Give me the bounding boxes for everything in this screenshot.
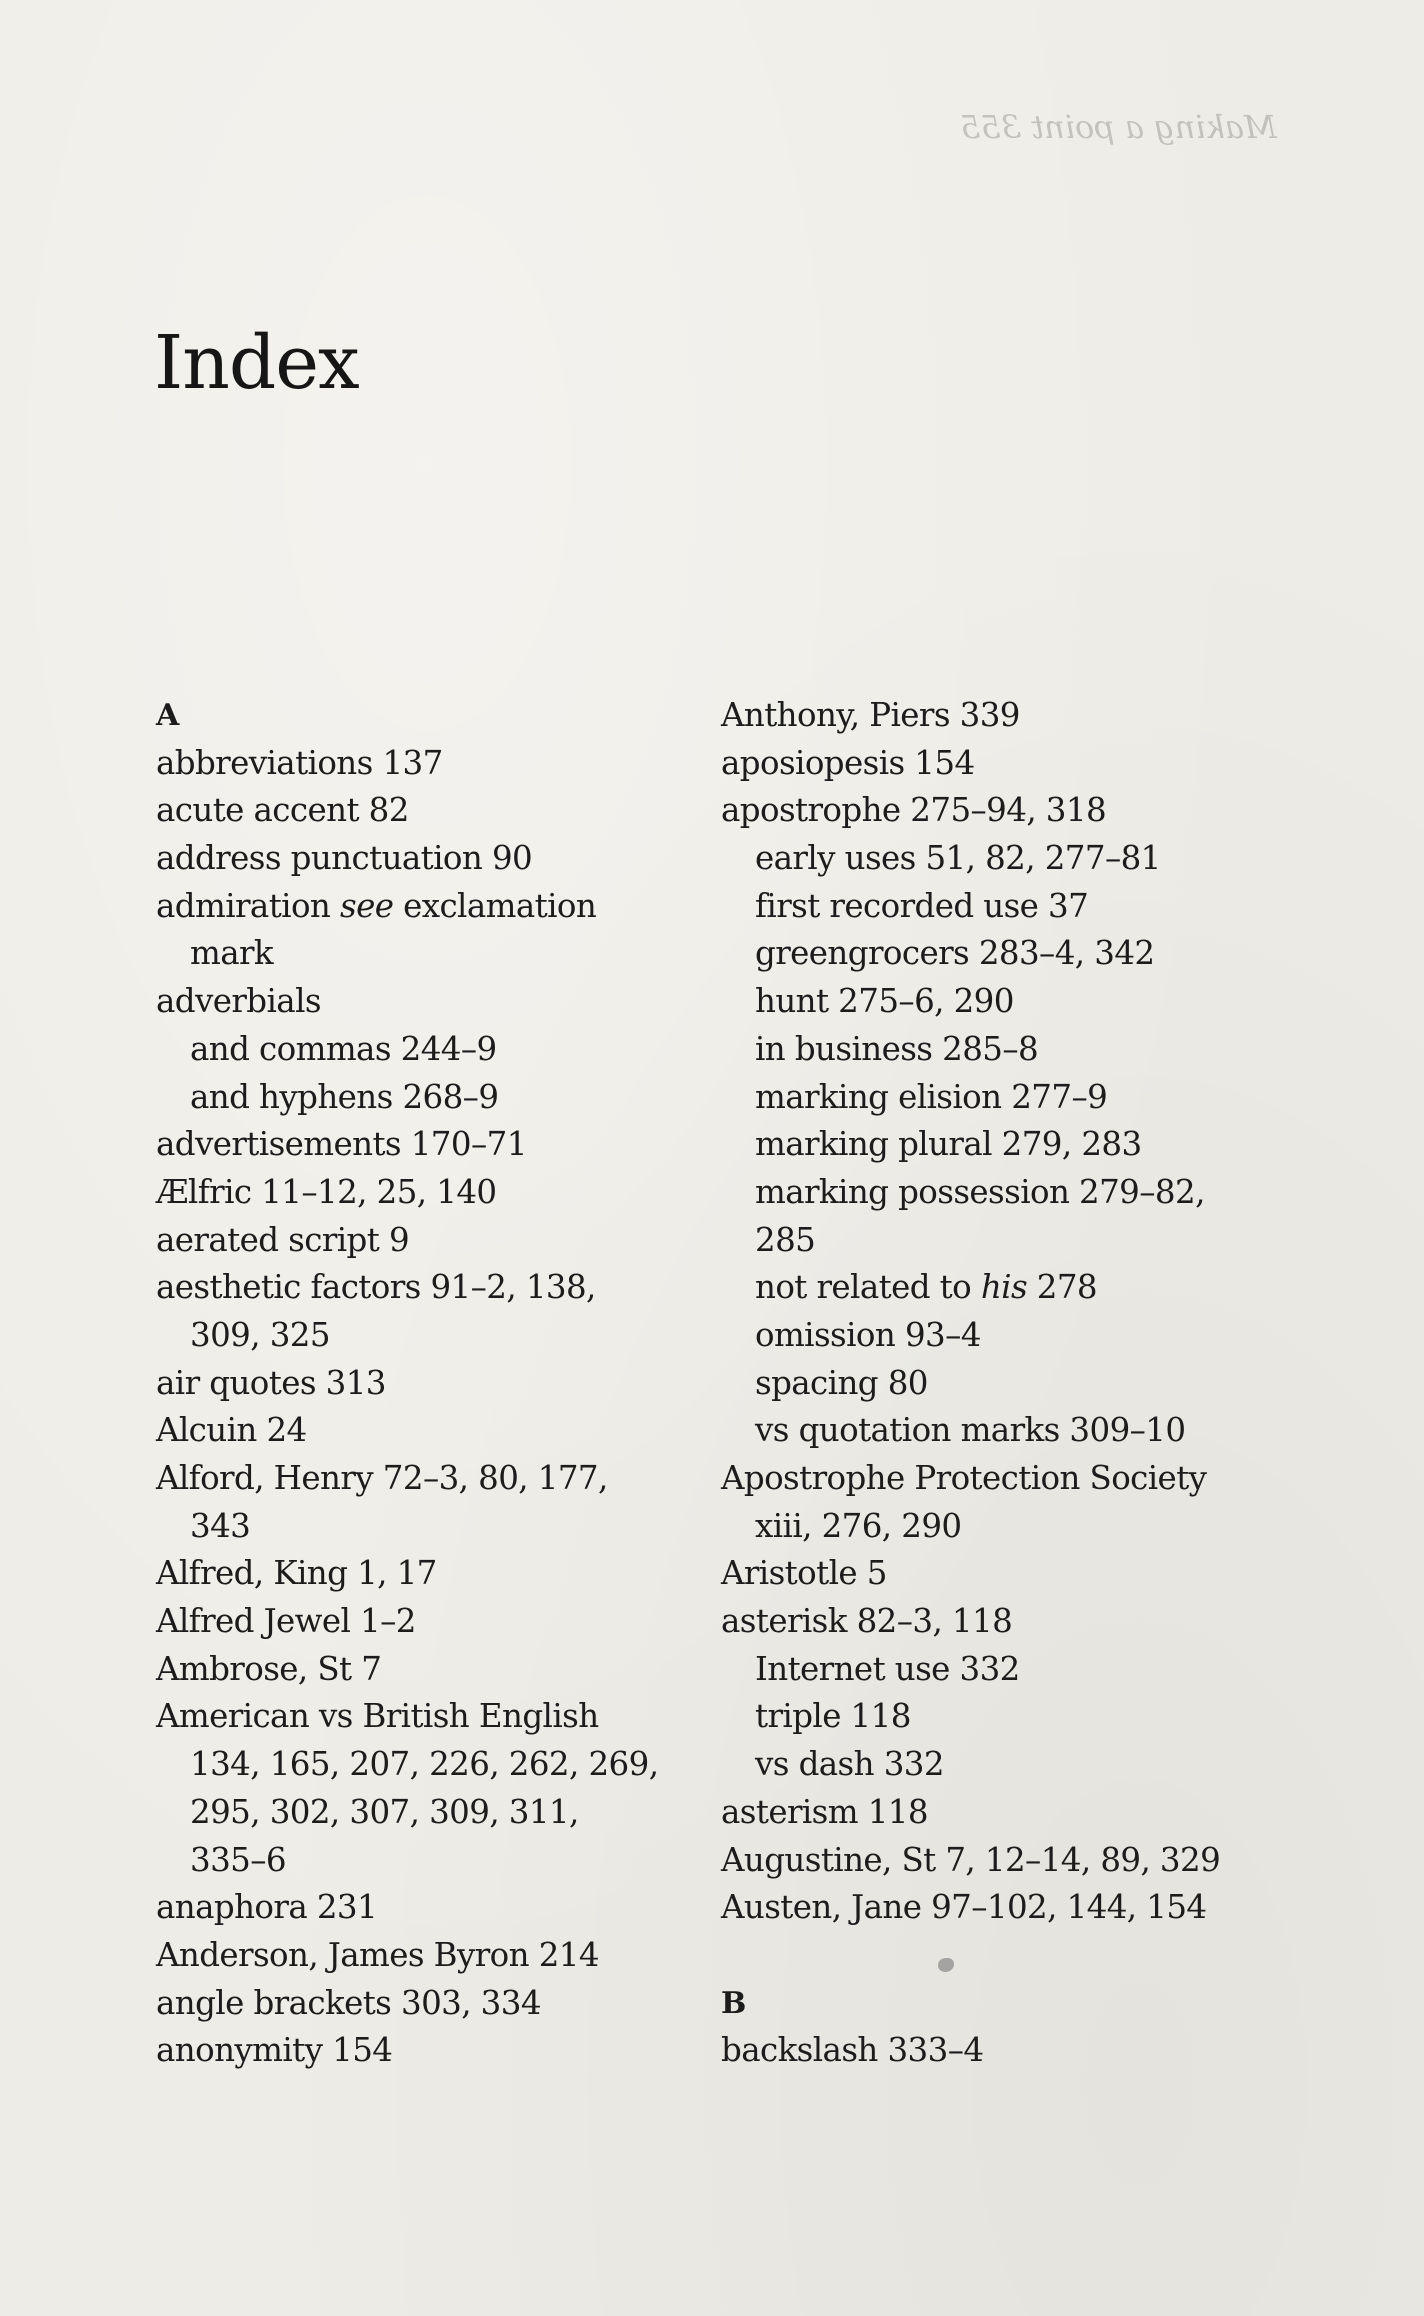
index-entry: abbreviations 137 (156, 743, 443, 782)
index-subentry: first recorded use 37 (755, 886, 1089, 925)
index-subentry: marking possession 279–82, (755, 1172, 1205, 1211)
index-subentry: in business 285–8 (755, 1029, 1039, 1068)
index-entry: Alford, Henry 72–3, 80, 177, (156, 1459, 608, 1497)
index-entry: Apostrophe Protection Society (721, 1459, 1207, 1497)
index-entry: asterisk 82–3, 118 (721, 1602, 1013, 1641)
index-subentry: vs quotation marks 309–10 (755, 1411, 1186, 1450)
index-entry-text: not related to (755, 1268, 981, 1307)
index-subentry: 343 (190, 1506, 251, 1545)
index-entry: Alcuin 24 (156, 1411, 307, 1450)
index-spacer (721, 1932, 1281, 1980)
index-subentry: 309, 325 (190, 1315, 330, 1354)
index-subentry: triple 118 (755, 1697, 911, 1736)
index-entry: Augustine, St 7, 12–14, 89, 329 (721, 1840, 1221, 1879)
index-subentry: marking elision 277–9 (755, 1077, 1108, 1116)
index-entry: Austen, Jane 97–102, 144, 154 (721, 1888, 1207, 1927)
index-subentry: and hyphens 268–9 (190, 1077, 499, 1116)
index-entry: asterism 118 (721, 1792, 928, 1831)
index-subentry: mark (190, 934, 274, 973)
showthrough-header: Making a point 355 (960, 108, 1277, 146)
index-entry-text: exclamation (393, 886, 597, 925)
index-entry: Alfred, King 1, 17 (156, 1554, 437, 1593)
index-entry-italic: his (980, 1268, 1028, 1307)
index-entry: aerated script 9 (156, 1220, 410, 1259)
index-entry: Ælfric 11–12, 25, 140 (156, 1172, 497, 1211)
index-subentry: xiii, 276, 290 (755, 1506, 962, 1545)
index-subentry: early uses 51, 82, 277–81 (755, 839, 1161, 878)
index-entry-text: admiration (156, 886, 340, 925)
index-entry: address punctuation 90 (156, 839, 533, 878)
index-entry: aposiopesis 154 (721, 743, 975, 782)
index-subentry: Internet use 332 (755, 1649, 1020, 1688)
index-subentry: 285 (755, 1220, 816, 1259)
page-title: Index (154, 320, 359, 406)
index-section-letter: B (721, 1985, 746, 2021)
index-column-left (156, 692, 716, 2075)
index-entry: Anderson, James Byron 214 (156, 1935, 599, 1974)
index-entry: Anthony, Piers 339 (721, 696, 1020, 734)
index-subentry: hunt 275–6, 290 (755, 982, 1014, 1021)
index-subentry: 134, 165, 207, 226, 262, 269, (190, 1745, 659, 1784)
index-subentry (721, 1264, 1281, 1312)
index-entry: backslash 333–4 (721, 2031, 984, 2070)
index-entry: apostrophe 275–94, 318 (721, 791, 1107, 830)
index-entry: anonymity 154 (156, 2031, 393, 2070)
index-entry: acute accent 82 (156, 791, 409, 830)
index-entry-text: 278 (1027, 1268, 1098, 1307)
index-entry: advertisements 170–71 (156, 1125, 527, 1164)
index-entry: air quotes 313 (156, 1363, 386, 1402)
index-entry: adverbials (156, 982, 321, 1021)
index-entry: Alfred Jewel 1–2 (156, 1602, 416, 1641)
index-entry: aesthetic factors 91–2, 138, (156, 1268, 596, 1307)
index-entry: angle brackets 303, 334 (156, 1983, 541, 2022)
index-entry: American vs British English (156, 1697, 599, 1736)
index-subentry: 335–6 (190, 1840, 286, 1879)
index-subentry: marking plural 279, 283 (755, 1125, 1142, 1164)
index-subentry: omission 93–4 (755, 1315, 981, 1354)
index-subentry: and commas 244–9 (190, 1029, 497, 1068)
index-subentry: spacing 80 (755, 1363, 928, 1402)
index-entry (156, 883, 716, 931)
index-entry-italic: see (340, 886, 394, 925)
index-subentry: vs dash 332 (755, 1745, 944, 1784)
index-entry: Aristotle 5 (721, 1554, 887, 1593)
index-entry: Ambrose, St 7 (156, 1649, 382, 1688)
index-section-letter: A (156, 698, 179, 733)
index-entry: anaphora 231 (156, 1888, 378, 1927)
index-subentry: 295, 302, 307, 309, 311, (190, 1792, 579, 1831)
index-subentry: greengrocers 283–4, 342 (755, 934, 1155, 973)
index-column-right (721, 692, 1281, 2075)
